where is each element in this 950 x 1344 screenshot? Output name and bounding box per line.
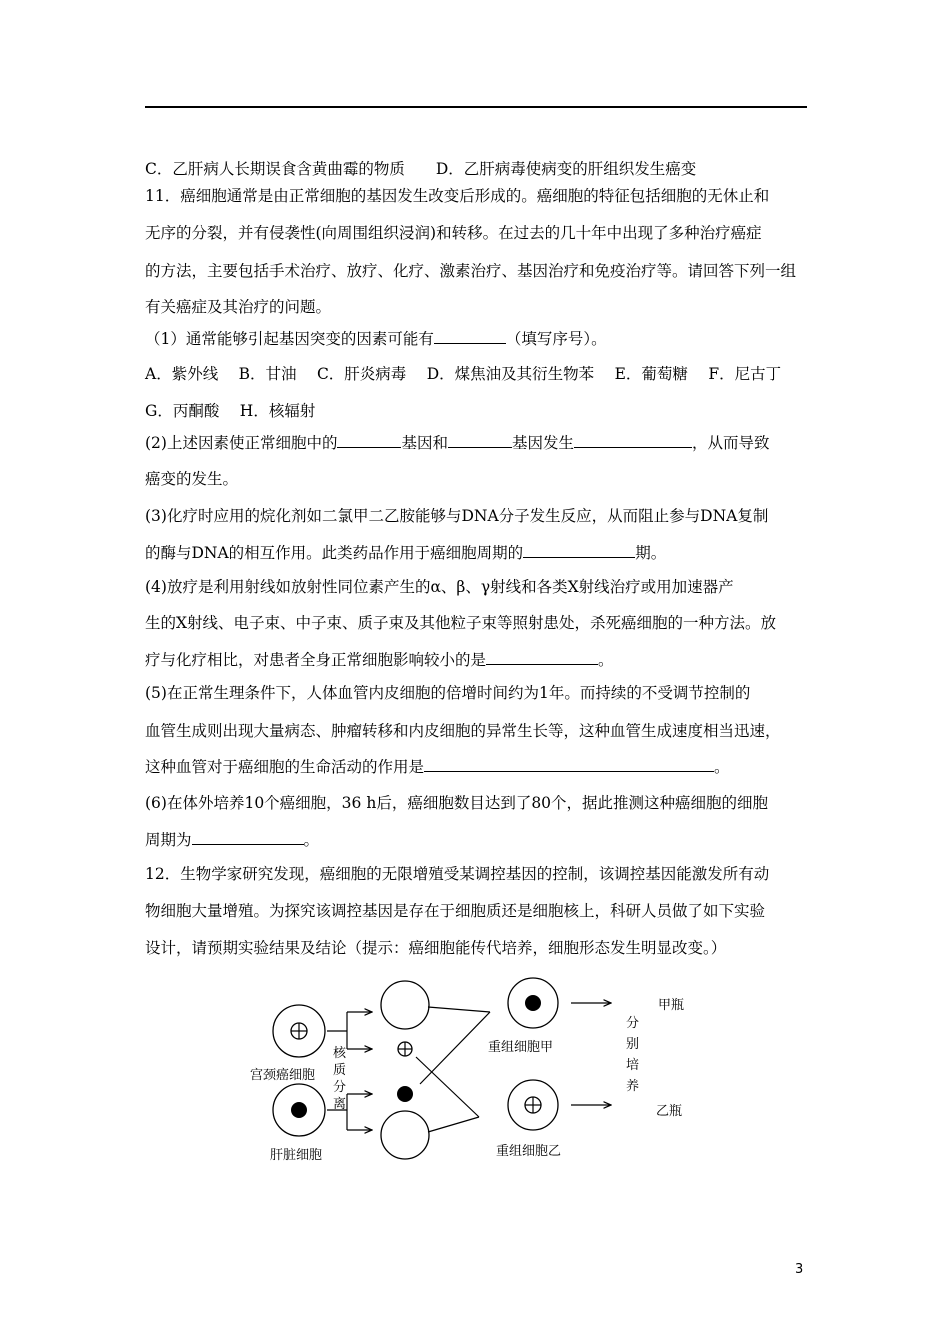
q11-sub6-b	[145, 830, 319, 850]
separation-char-4: 离	[333, 1097, 347, 1112]
answer-blank[interactable]	[192, 830, 304, 845]
separation-char-3: 分	[333, 1080, 347, 1095]
q11-sub5-a: (5)在正常生理条件下，人体血管内皮细胞的倍增时间约为1年。而持续的不受调节控制的	[145, 684, 751, 702]
label-cervical-cancer-cell: 宫颈癌细胞	[250, 1068, 316, 1083]
q11-sub1	[145, 329, 607, 349]
q11-sub1-text: （1）通常能够引起基因突变的因素可能有	[145, 330, 434, 348]
cancer-nucleus-separated	[398, 1042, 412, 1056]
header-rule	[145, 106, 807, 108]
combination-lines	[416, 1007, 490, 1132]
cancer-nucleus-icon	[291, 1023, 307, 1039]
answer-blank[interactable]	[434, 329, 506, 344]
page-number: 3	[795, 1262, 804, 1277]
label-liver-cell: 肝脏细胞	[270, 1148, 323, 1163]
q11-intro-4: 有关癌症及其治疗的问题。	[145, 298, 332, 316]
q11-intro-2: 无序的分裂，并有侵袭性(向周围组织浸润)和转移。在过去的几十年中出现了多种治疗癌症	[145, 224, 762, 242]
label-flask-b: 乙瓶	[656, 1104, 683, 1119]
answer-blank[interactable]	[523, 543, 635, 558]
label-flask-a: 甲瓶	[658, 998, 685, 1013]
answer-blank[interactable]	[337, 433, 401, 448]
culture-char-3: 培	[626, 1058, 640, 1073]
liver-nucleus-icon	[291, 1102, 307, 1118]
q11-sub2	[145, 433, 770, 453]
q11-sub2-text-b: 基因和	[401, 434, 448, 452]
liver-cytoplasm	[381, 1111, 429, 1159]
q11-sub5-tail: 。	[714, 758, 730, 776]
q11-sub6-tail: 。	[303, 831, 320, 849]
q11-options-1: A．紫外线 B．甘油 C．肝炎病毒 D．煤焦油及其衍生物苯 E．葡萄糖 F．尼古丁	[145, 365, 782, 383]
recombinant-cell-b	[508, 1080, 558, 1130]
q11-sub5-text: 这种血管对于癌细胞的生命活动的作用是	[145, 758, 425, 776]
liver-nucleus-separated	[397, 1086, 413, 1102]
q11-sub1-tail: （填写序号）。	[505, 330, 607, 348]
q11-sub3-b	[145, 543, 666, 563]
q11-sub2-cont: 癌变的发生。	[145, 470, 239, 488]
culture-char-4: 养	[626, 1079, 640, 1094]
cervical-cancer-cell	[273, 1005, 325, 1057]
answer-blank[interactable]	[448, 433, 512, 448]
q11-sub6-text: 周期为	[145, 831, 192, 849]
q11-sub4-text: 疗与化疗相比，对患者全身正常细胞影响较小的是	[145, 651, 487, 669]
q12-line-1: 12．生物学家研究发现，癌细胞的无限增殖受某调控基因的控制，该调控基因能激发所有动	[145, 865, 770, 883]
q11-sub3-a: (3)化疗时应用的烷化剂如二氯甲二乙胺能够与DNA分子发生反应，从而阻止参与DNA复制	[145, 507, 769, 525]
q11-sub4-b: 生的X射线、电子束、中子束、质子束及其他粒子束等照射患处，杀死癌细胞的一种方法。放	[145, 614, 777, 632]
recombinant-cell-a	[508, 978, 558, 1028]
liver-cell	[273, 1084, 325, 1136]
answer-blank[interactable]	[486, 650, 598, 665]
culture-char-1: 分	[626, 1016, 640, 1031]
option-line-c-d: C．乙肝病人长期误食含黄曲霉的物质 D．乙肝病毒使病变的肝组织发生癌变	[145, 160, 697, 178]
q11-sub2-text-c: 基因发生	[511, 434, 574, 452]
separation-char-1: 核	[333, 1046, 347, 1061]
q11-sub2-text: (2)上述因素使正常细胞中的	[145, 434, 338, 452]
label-recombinant-b: 重组细胞乙	[496, 1144, 562, 1159]
q11-sub2-text-d: ，从而导致	[692, 434, 770, 452]
label-recombinant-a: 重组细胞甲	[488, 1040, 554, 1055]
q11-sub5-c	[145, 757, 730, 777]
q11-intro-1: 11．癌细胞通常是由正常细胞的基因发生改变后形成的。癌细胞的特征包括细胞的无休止和	[145, 187, 770, 205]
q11-sub5-b: 血管生成则出现大量病态、肿瘤转移和内皮细胞的异常生长等，这种血管生成速度相当迅速，	[145, 722, 781, 740]
q11-sub4-c	[145, 650, 614, 670]
answer-blank[interactable]	[424, 757, 714, 772]
q11-sub4-a: (4)放疗是利用射线如放射性同位素产生的α、β、γ射线和各类X射线治疗或用加速器产	[145, 578, 734, 596]
answer-blank[interactable]	[574, 433, 692, 448]
q11-sub6-a: (6)在体外培养10个癌细胞，36 h后，癌细胞数目达到了80个，据此推测这种癌细胞的细胞	[145, 794, 769, 812]
q11-intro-3: 的方法，主要包括手术治疗、放疗、化疗、激素治疗、基因治疗和免疫治疗等。请回答下列一组	[145, 262, 797, 280]
q11-sub3-text: 的酶与DNA的相互作用。此类药品作用于癌细胞周期的	[145, 544, 524, 562]
cancer-cytoplasm	[381, 981, 429, 1029]
separation-char-2: 质	[333, 1063, 347, 1078]
q11-sub4-tail: 。	[598, 651, 614, 669]
q12-line-3: 设计，请预期实验结果及结论（提示：癌细胞能传代培养，细胞形态发生明显改变。）	[145, 939, 727, 957]
q11-sub3-tail: 期。	[635, 544, 667, 562]
split-arrows	[327, 1012, 372, 1130]
q11-options-2: G．丙酮酸 H．核辐射	[145, 402, 316, 420]
culture-char-2: 别	[626, 1037, 640, 1052]
q12-line-2: 物细胞大量增殖。为探究该调控基因是存在于细胞质还是细胞核上，科研人员做了如下实验	[145, 902, 766, 920]
